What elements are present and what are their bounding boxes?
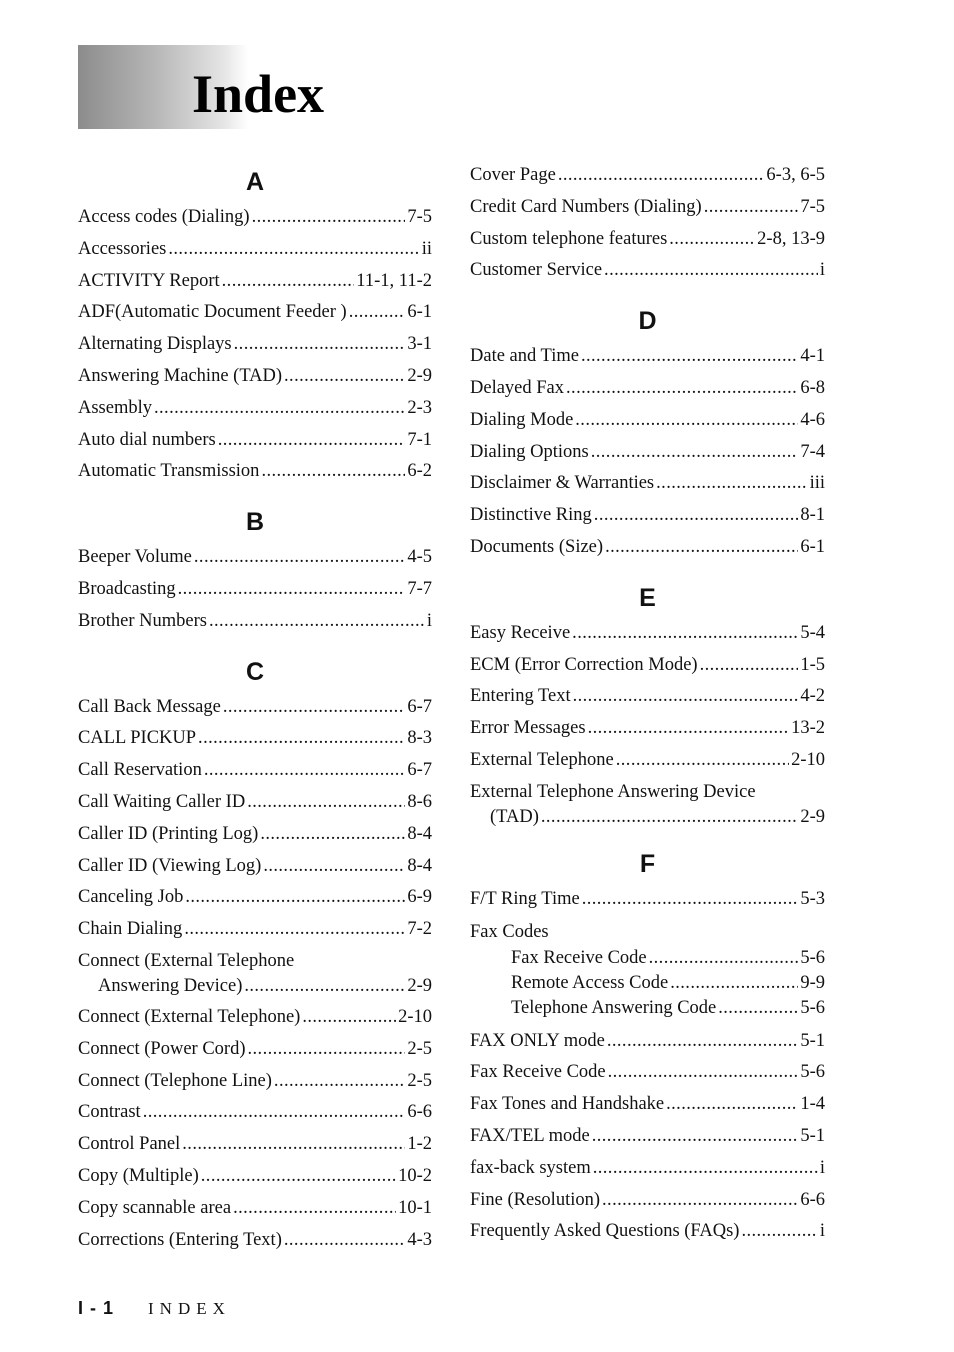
index-entry: Answering Machine (TAD) ..... 2-9 bbox=[78, 361, 432, 393]
section-letter-d: D bbox=[638, 307, 657, 336]
index-entry: Error Messages ..... 13-2 bbox=[470, 713, 825, 745]
index-entry: Date and Time ..... 4-1 bbox=[470, 341, 825, 373]
section-letter-b: B bbox=[245, 508, 265, 537]
index-column-left bbox=[78, 160, 432, 1256]
index-entry: Chain Dialing ..... 7-2 bbox=[78, 914, 432, 946]
index-entry: Beeper Volume ..... 4-5 bbox=[78, 542, 432, 574]
index-entry: Contrast ..... 6-6 bbox=[78, 1097, 432, 1129]
section-letter-c: C bbox=[245, 657, 265, 686]
index-entry: FAX ONLY mode ..... 5-1 bbox=[470, 1026, 825, 1058]
index-entry: Connect (External Telephone bbox=[78, 950, 295, 971]
index-entry: ECM (Error Correction Mode) ..... 1-5 bbox=[470, 650, 825, 682]
index-entry: Automatic Transmission ..... 6-2 bbox=[78, 456, 432, 488]
index-entry: Credit Card Numbers (Dialing) ..... 7-5 bbox=[470, 192, 825, 224]
index-entry: Accessories ..... ii bbox=[78, 234, 432, 266]
index-entry: ADF(Automatic Document Feeder ) ..... 6-1 bbox=[78, 297, 432, 329]
index-entry: Alternating Displays ..... 3-1 bbox=[78, 329, 432, 361]
index-entry: Easy Receive ..... 5-4 bbox=[470, 618, 825, 650]
page-footer bbox=[78, 1298, 231, 1319]
section-letter-a: A bbox=[245, 168, 265, 196]
index-entry: Assembly ..... 2-3 bbox=[78, 393, 432, 425]
index-subentry: Fax Receive Code ..... 5-6 bbox=[470, 946, 825, 971]
index-entry: Broadcasting ..... 7-7 bbox=[78, 574, 432, 606]
index-entry: Connect (External Telephone) ..... 2-10 bbox=[78, 1002, 432, 1034]
index-entry: Connect (Power Cord) ..... 2-5 bbox=[78, 1034, 432, 1066]
index-subentry: Telephone Answering Code ..... 5-6 bbox=[470, 996, 825, 1021]
index-entry: Caller ID (Printing Log) ..... 8-4 bbox=[78, 819, 432, 851]
index-entry: Copy (Multiple) ..... 10-2 bbox=[78, 1161, 432, 1193]
index-entry: Frequently Asked Questions (FAQs) ..... i bbox=[470, 1216, 825, 1248]
index-entry: External Telephone Answering Device bbox=[470, 781, 756, 802]
index-entry: Distinctive Ring ..... 8-1 bbox=[470, 500, 825, 532]
index-entry-parent: Fax Codes bbox=[470, 921, 549, 942]
index-entry: Copy scannable area ..... 10-1 bbox=[78, 1193, 432, 1225]
index-entry: Fax Tones and Handshake ..... 1-4 bbox=[470, 1089, 825, 1121]
index-entry: Control Panel ..... 1-2 bbox=[78, 1129, 432, 1161]
page-number: I - 1 bbox=[78, 1298, 115, 1318]
index-entry: Delayed Fax ..... 6-8 bbox=[470, 373, 825, 405]
index-entry: Documents (Size) ..... 6-1 bbox=[470, 532, 825, 564]
index-entry: Custom telephone features ..... 2-8, 13-9 bbox=[470, 224, 825, 256]
index-entry-continuation: Answering Device) ..... 2-9 bbox=[78, 974, 432, 999]
section-letter-e: E bbox=[639, 583, 656, 612]
index-entry: Cover Page ..... 6-3, 6-5 bbox=[470, 160, 825, 192]
index-subentry: Remote Access Code ..... 9-9 bbox=[470, 971, 825, 996]
index-entry: ACTIVITY Report ..... 11-1, 11-2 bbox=[78, 266, 432, 298]
index-entry: fax-back system ..... i bbox=[470, 1153, 825, 1185]
index-entry: Customer Service ..... i bbox=[470, 255, 825, 287]
section-letter-f: F bbox=[639, 849, 656, 878]
index-entry-continuation: (TAD) ..... 2-9 bbox=[470, 805, 825, 830]
index-entry: External Telephone ..... 2-10 bbox=[470, 745, 825, 777]
index-entry: Entering Text ..... 4-2 bbox=[470, 681, 825, 713]
index-entry: Auto dial numbers ..... 7-1 bbox=[78, 425, 432, 457]
index-entry: Access codes (Dialing) ..... 7-5 bbox=[78, 202, 432, 234]
index-entry: Dialing Options ..... 7-4 bbox=[470, 437, 825, 469]
index-entry: Canceling Job ..... 6-9 bbox=[78, 882, 432, 914]
index-entry: Connect (Telephone Line) ..... 2-5 bbox=[78, 1066, 432, 1098]
index-entry: Dialing Mode ..... 4-6 bbox=[470, 405, 825, 437]
index-column-right bbox=[470, 160, 825, 1248]
index-entry: Fine (Resolution) ..... 6-6 bbox=[470, 1185, 825, 1217]
index-entry: CALL PICKUP ..... 8-3 bbox=[78, 723, 432, 755]
index-entry: Call Back Message ..... 6-7 bbox=[78, 692, 432, 724]
index-entry: Call Reservation ..... 6-7 bbox=[78, 755, 432, 787]
index-entry: Disclaimer & Warranties ..... iii bbox=[470, 468, 825, 500]
page-title: Index bbox=[192, 64, 325, 124]
footer-label: INDEX bbox=[148, 1299, 231, 1318]
index-entry: Caller ID (Viewing Log) ..... 8-4 bbox=[78, 851, 432, 883]
index-entry: Brother Numbers ..... i bbox=[78, 606, 432, 638]
index-entry: Call Waiting Caller ID ..... 8-6 bbox=[78, 787, 432, 819]
index-entry: FAX/TEL mode ..... 5-1 bbox=[470, 1121, 825, 1153]
index-entry: Corrections (Entering Text) ..... 4-3 bbox=[78, 1225, 432, 1257]
index-entry: F/T Ring Time ..... 5-3 bbox=[470, 884, 825, 916]
index-entry: Fax Receive Code ..... 5-6 bbox=[470, 1057, 825, 1089]
